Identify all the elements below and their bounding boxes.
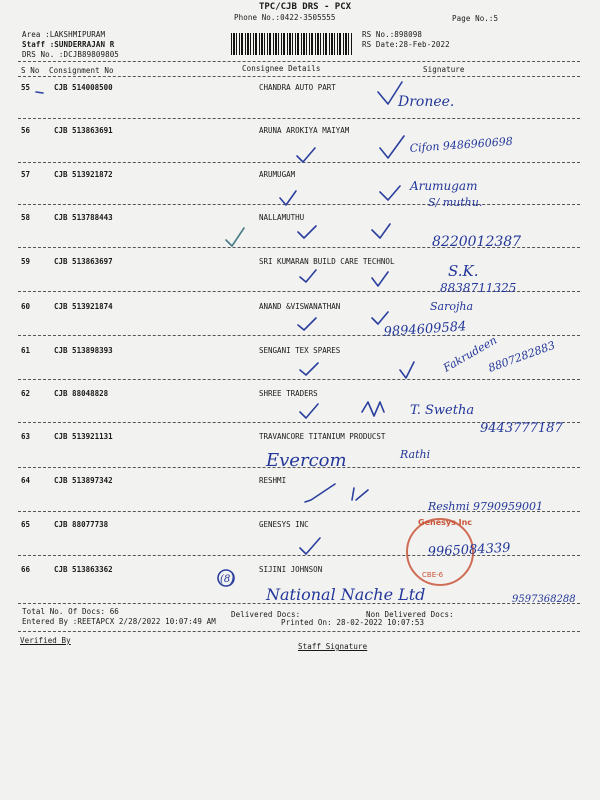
- row-consignment: CJB 513863362: [54, 565, 113, 574]
- row-consignee: NALLAMUTHU: [259, 213, 305, 222]
- scribble-mark: [362, 402, 384, 416]
- row-consignee: ARUMUGAM: [259, 170, 296, 179]
- col-signature: Signature: [423, 65, 465, 74]
- tick-mark-icon: [352, 488, 368, 500]
- signature-text: 9965084339: [427, 540, 511, 560]
- staff-label: Staff :SUNDERRAJAN R: [22, 40, 115, 49]
- row-consignment: CJB 88077738: [54, 520, 109, 529]
- row-sno: 57: [21, 170, 31, 179]
- row-consignee: SENGANI TEX SPARES: [259, 346, 341, 355]
- page-number: Page No.:5: [452, 14, 499, 23]
- signature-text: National Nache Ltd: [266, 585, 426, 604]
- tick-mark-icon: [298, 226, 316, 238]
- row-consignment: CJB 513921874: [54, 302, 113, 311]
- staff-signature: Staff Signature: [298, 642, 368, 651]
- row-consignment: CJB 88048828: [54, 389, 109, 398]
- signature-text: Sarojha: [430, 300, 474, 313]
- tick-mark-icon: [372, 224, 390, 238]
- row-sno: 65: [21, 520, 31, 529]
- row-sno: 55: [21, 83, 31, 92]
- row-consignment: CJB 513921131: [54, 432, 113, 441]
- signature-text: Dronee.: [398, 94, 455, 110]
- row-sno: 63: [21, 432, 31, 441]
- stamp-text: Genesys Inc: [418, 518, 473, 527]
- dash-mark: [36, 92, 43, 93]
- signature-text: Cifon 9486960698: [409, 134, 514, 155]
- tick-mark-icon: [297, 148, 315, 162]
- row-sno: 66: [21, 565, 31, 574]
- row-consignee: GENESYS INC: [259, 520, 309, 529]
- signature-text: 8838711325: [440, 281, 517, 295]
- tick-mark-icon: [300, 363, 318, 375]
- row-consignment: CJB 513897342: [54, 476, 113, 485]
- row-consignment: CJB 513788443: [54, 213, 113, 222]
- row-consignee: TRAVANCORE TITANIUM PRODUCST: [259, 432, 386, 441]
- signature-text: 9443777187: [480, 421, 563, 436]
- signature-text: S.K.: [448, 262, 479, 280]
- signature-text: 9894609584: [383, 319, 467, 340]
- row-sno: 59: [21, 257, 31, 266]
- delivered-docs: Delivered Docs:: [231, 610, 301, 619]
- row-consignee: CHANDRA AUTO PART: [259, 83, 336, 92]
- row-consignee: ANAND &VISWANATHAN: [259, 302, 341, 311]
- non-delivered-docs: Non Delivered Docs:: [366, 610, 454, 619]
- col-sno: S No: [21, 66, 40, 75]
- row-sno: 64: [21, 476, 31, 485]
- signature-text: 9597368288: [512, 594, 576, 605]
- printed-on: Printed On: 28-02-2022 10:07:53: [281, 618, 425, 627]
- phone-number: Phone No.:0422-3505555: [234, 13, 336, 22]
- tick-mark-icon: [300, 538, 320, 554]
- row-consignment: CJB 514008500: [54, 83, 113, 92]
- row-consignee: RESHMI: [259, 476, 287, 485]
- signature-text: T. Swetha: [410, 403, 475, 418]
- rs-number: RS No.:898098: [362, 30, 422, 39]
- tick-mark-icon: [305, 484, 335, 502]
- row-consignment: CJB 513863691: [54, 126, 113, 135]
- tick-mark-icon: [280, 191, 296, 205]
- signature-text: Reshmi 9790959001: [428, 500, 543, 513]
- signature-text: Fakrudeen: [441, 333, 500, 375]
- tick-mark-icon: [300, 404, 318, 418]
- col-consignment: Consignment No: [49, 66, 114, 75]
- tick-mark-icon: [372, 272, 388, 286]
- stamp-text: CBE-6: [422, 571, 444, 579]
- total-docs: Total No. Of Docs: 66: [22, 607, 119, 616]
- area-label: Area :LAKSHMIPURAM: [22, 30, 106, 39]
- tick-mark-icon: [380, 186, 400, 200]
- row-consignment: CJB 513921872: [54, 170, 113, 179]
- col-consignee: Consignee Details: [242, 64, 321, 73]
- row-sno: 62: [21, 389, 31, 398]
- row-consignee: SHREE TRADERS: [259, 389, 318, 398]
- drs-number: DRS No. :DCJB89809805: [22, 50, 119, 59]
- signature-text: 8220012387: [432, 234, 522, 250]
- tick-mark-icon: [372, 312, 388, 324]
- row-sno: 60: [21, 302, 31, 311]
- signature-text: 8807282883: [486, 338, 557, 375]
- tick-mark-icon: [226, 228, 244, 246]
- tick-mark-icon: [380, 136, 404, 158]
- document-title: TPC/CJB DRS - PCX: [258, 2, 352, 12]
- verified-by: Verified By: [20, 636, 71, 645]
- signature-text: (8): [220, 574, 235, 585]
- row-consignee: SRI KUMARAN BUILD CARE TECHNOL: [259, 257, 395, 266]
- signature-text: Rathi: [400, 448, 431, 461]
- signature-text: Arumugam: [410, 179, 478, 193]
- tick-mark-icon: [300, 270, 316, 282]
- row-consignment: CJB 513863697: [54, 257, 113, 266]
- row-consignee: SIJINI JOHNSON: [259, 565, 323, 574]
- entered-by: Entered By :REETAPCX 2/28/2022 10:07:49 AM: [22, 617, 216, 626]
- row-consignee: ARUNA AROKIYA MAIYAM: [259, 126, 350, 135]
- tick-mark-icon: [400, 362, 414, 378]
- tick-mark-icon: [298, 318, 316, 330]
- signature-text: Evercom: [266, 450, 347, 471]
- row-sno: 58: [21, 213, 31, 222]
- row-sno: 56: [21, 126, 31, 135]
- row-sno: 61: [21, 346, 31, 355]
- signature-text: S/ muthu.: [428, 196, 483, 209]
- rs-date: RS Date:28-Feb-2022: [362, 40, 450, 49]
- row-consignment: CJB 513898393: [54, 346, 113, 355]
